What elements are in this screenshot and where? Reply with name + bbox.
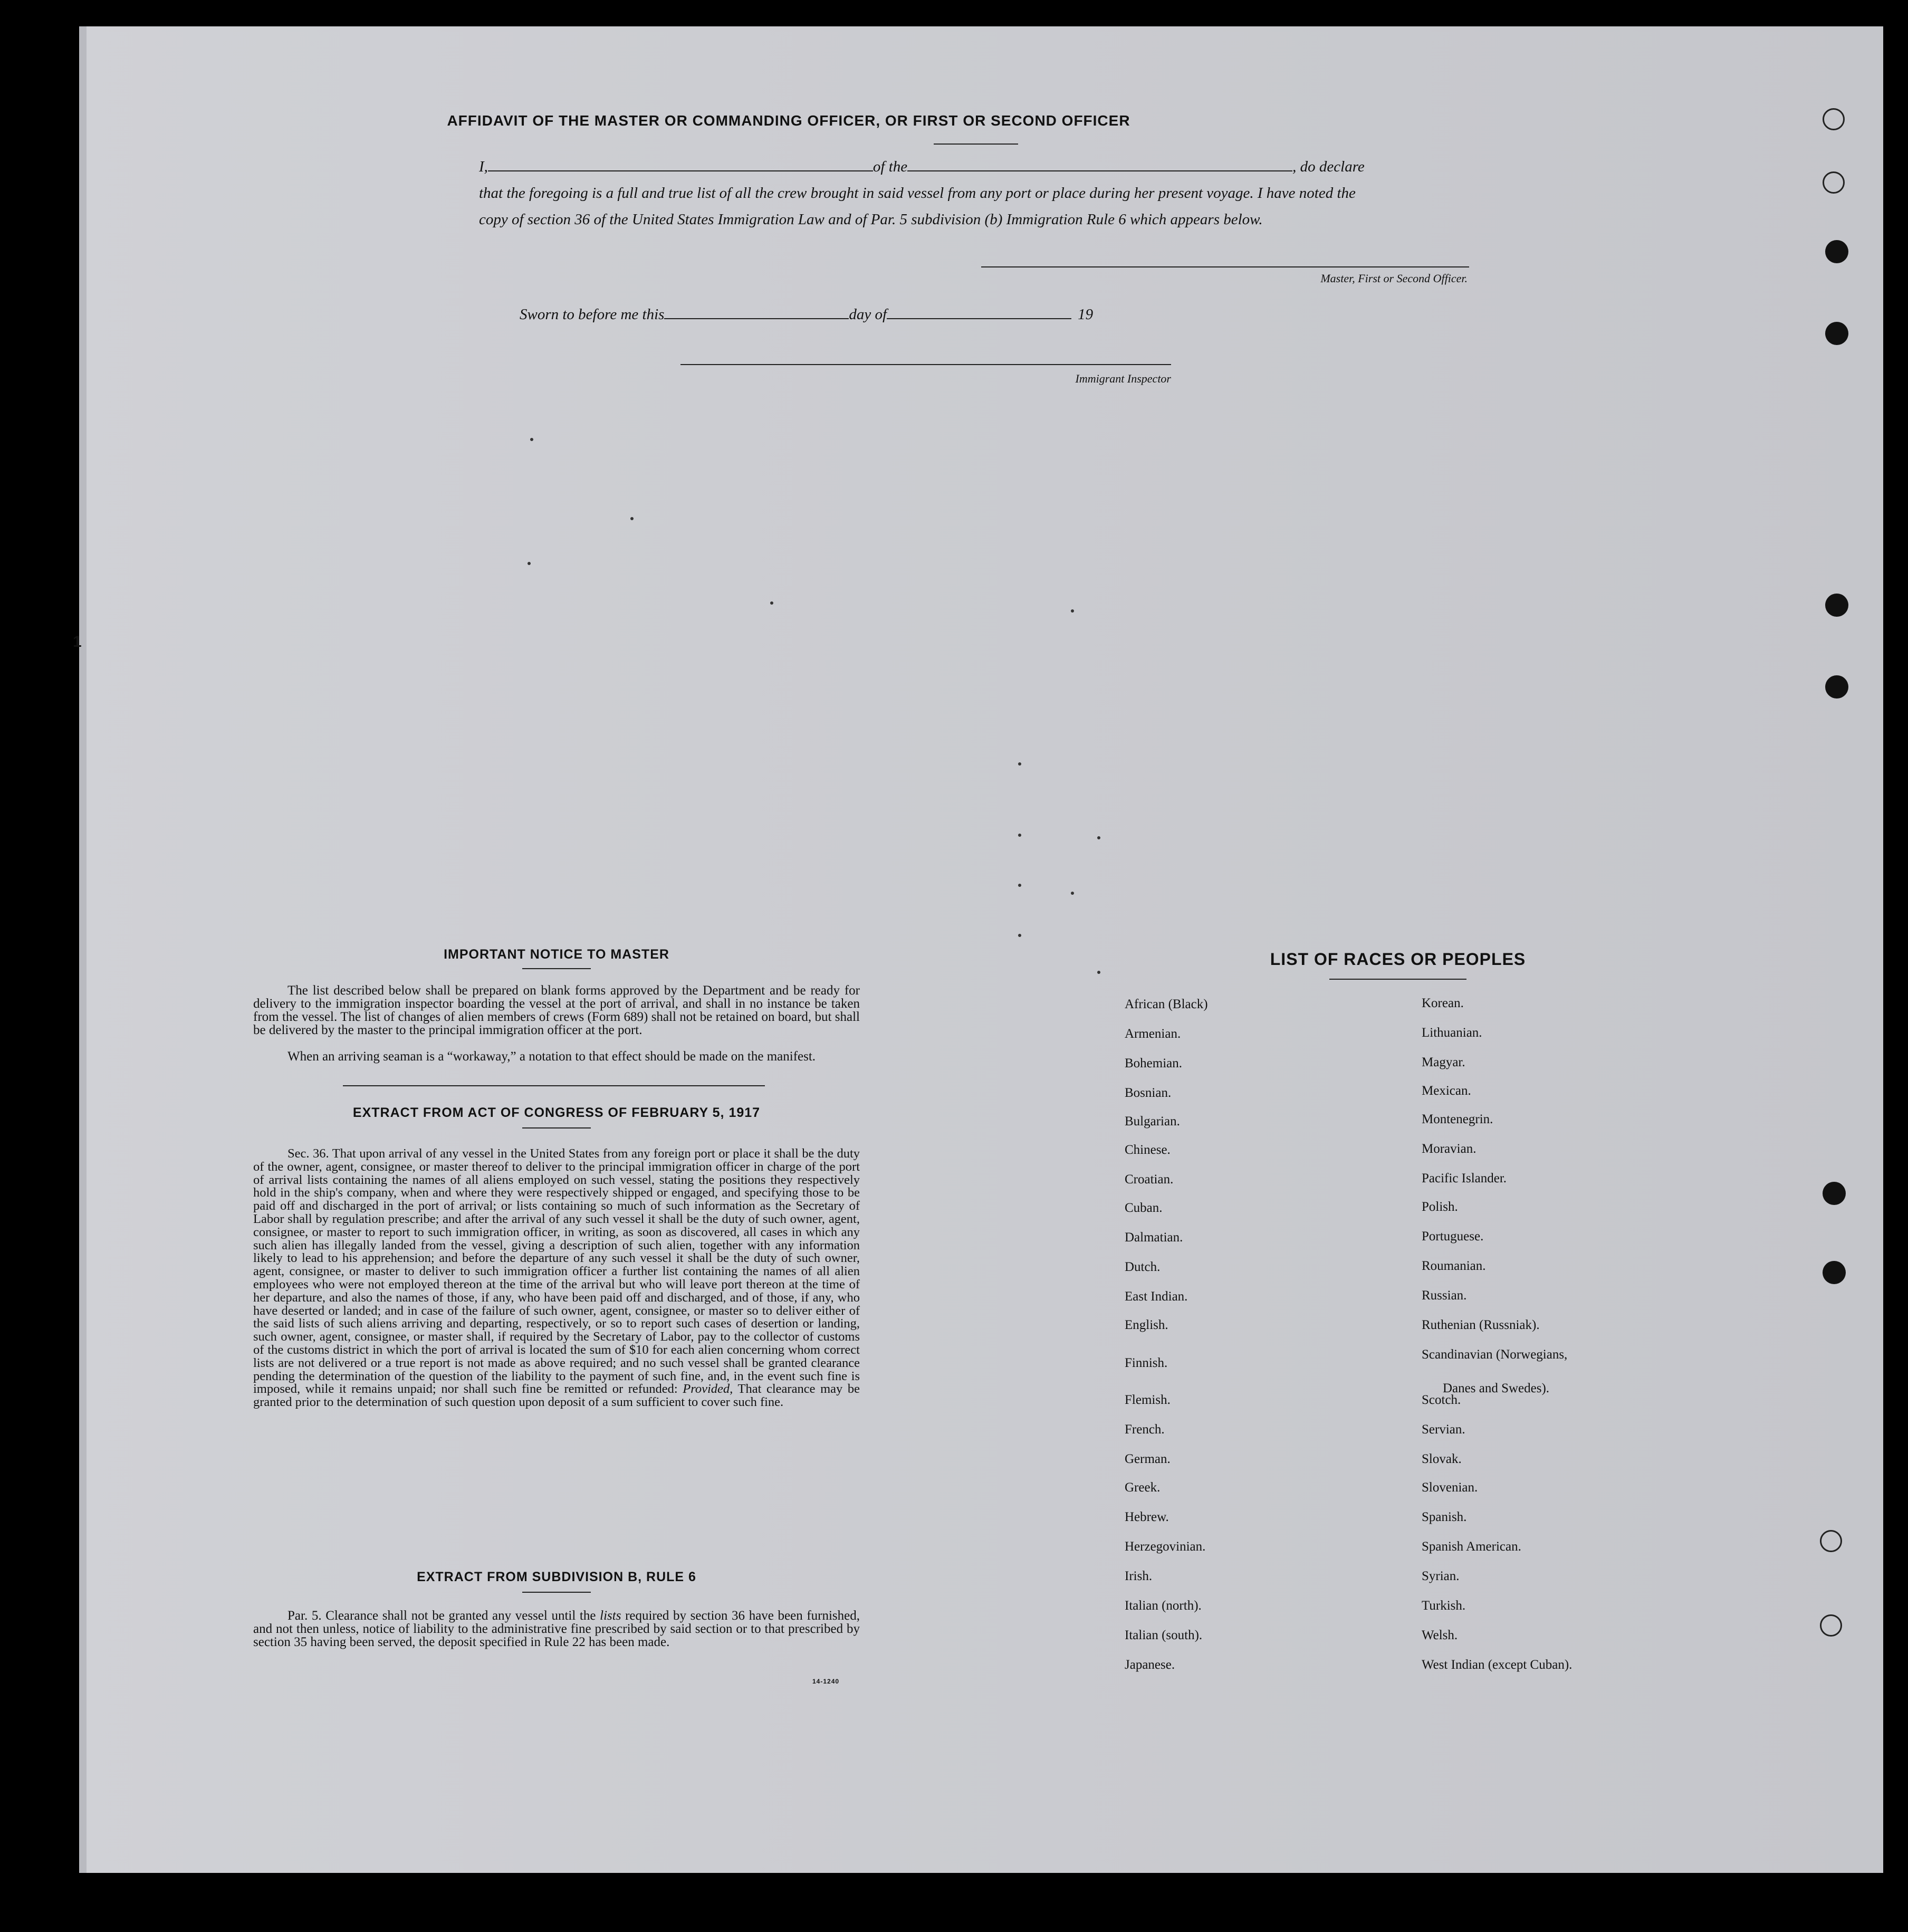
title-underline bbox=[934, 144, 1018, 145]
sworn-line bbox=[520, 306, 1093, 323]
section-body: That upon arrival of any vessel in the United States from any foreign port or place it shall be the duty of the owner, agent, consignee, or master thereof to deliver to the principal immigration officer in charge of the port of arrival lists containing the names of all aliens employed on such vessel, stating the positions they respectively hold in the ship's company, when and where they were respectively shipped or engaged, and specifying those to be paid off and discharged in the port of arrival; or lists containing so much of such information as the Secretary of Labor shall by regulation prescribe; and after the arrival of any such vessel it shall be the duty of such owner, agent, consignee, or master to report to such immigration officer, in writing, as soon as discovered, all cases in which any such alien has illegally landed from the vessel, giving a description of such alien, together with any information likely to lead to his apprehension; and before the departure of any such vessel it shall be the duty of such owner, agent, consignee, or master to deliver to such immigration officer a further list containing the names of all alien employees who were not employed thereon at the time of the arrival but who will leave port thereon at the time of her departure, and also the names of those, if any, who have been paid off and discharged, and of those, if any, who have deserted or landed; and in case of the failure of such owner, agent, consignee, or master so to deliver either of the said lists of such aliens arriving and departing, respectively, or so to report such cases of desertion or landing, such owner, agent, consignee, or master shall, if required by the Secretary of Labor, pay to the collector of customs of the customs district in which the port of arrival is located the sum of $10 for each alien concerning whom correct lists are not delivered or a true report is not made as above required; and no such vessel shall be granted clearance pending the determination of the question of the liability to the payment of such fine, and, in the event such fine is imposed, while it remains unpaid; nor shall such fine be remitted or refunded: bbox=[253, 1146, 860, 1397]
race-right-item: Scotch. bbox=[1422, 1393, 1461, 1407]
affidavit-line-3: copy of section 36 of the United States Immigration Law and of Par. 5 subdivision (b) Immigration Rule 6 which appears below. bbox=[479, 211, 1263, 228]
vessel-name-field[interactable] bbox=[907, 168, 1292, 171]
race-right-item: Portuguese. bbox=[1422, 1229, 1484, 1244]
inspector-signature-line[interactable] bbox=[680, 364, 1171, 365]
punch-hole-icon bbox=[1820, 1530, 1842, 1552]
race-right-item: Lithuanian. bbox=[1422, 1026, 1482, 1040]
race-right-item: Korean. bbox=[1422, 996, 1464, 1010]
race-right-item: Servian. bbox=[1422, 1422, 1465, 1437]
master-name-field[interactable] bbox=[488, 168, 873, 171]
race-left-item: Bosnian. bbox=[1125, 1086, 1172, 1100]
race-right-item: Polish. bbox=[1422, 1200, 1458, 1214]
race-left-item: Bulgarian. bbox=[1125, 1114, 1180, 1128]
race-left-item: Croatian. bbox=[1125, 1172, 1174, 1187]
provided-word: Provided, bbox=[683, 1382, 733, 1397]
race-right-item: Scandinavian (Norwegians, bbox=[1422, 1347, 1568, 1362]
race-right-item: West Indian (except Cuban). bbox=[1422, 1658, 1573, 1672]
punch-hole-icon bbox=[1825, 675, 1848, 699]
race-left-item: Irish. bbox=[1125, 1569, 1153, 1583]
declare-of-the: of the bbox=[872, 158, 908, 175]
race-left-item: Bohemian. bbox=[1125, 1056, 1183, 1070]
master-signature-line[interactable] bbox=[981, 266, 1469, 267]
race-left-item: German. bbox=[1125, 1452, 1171, 1466]
punch-hole-icon bbox=[1823, 108, 1845, 130]
race-left-item: Italian (south). bbox=[1125, 1628, 1203, 1642]
race-right-item: Russian. bbox=[1422, 1288, 1467, 1303]
race-left-item: English. bbox=[1125, 1318, 1168, 1332]
lists-word: lists bbox=[600, 1609, 621, 1623]
race-right-item: Turkish. bbox=[1422, 1599, 1466, 1613]
race-right-item: Ruthenian (Russniak). bbox=[1422, 1318, 1540, 1332]
race-right-item: Montenegrin. bbox=[1422, 1112, 1493, 1126]
declare-prefix: I, bbox=[479, 158, 488, 175]
section-divider bbox=[343, 1085, 765, 1086]
race-right-item: Magyar. bbox=[1422, 1055, 1465, 1069]
race-right-item: Pacific Islander. bbox=[1422, 1171, 1507, 1185]
rule-text-start: Par. 5. Clearance shall not be granted any vessel until the bbox=[287, 1609, 596, 1623]
race-right-item: Slovak. bbox=[1422, 1452, 1462, 1466]
races-title: LIST OF RACES OR PEOPLES bbox=[1270, 950, 1526, 969]
margin-mark: 1 bbox=[73, 633, 82, 651]
race-left-item: Armenian. bbox=[1125, 1027, 1181, 1041]
race-scandinavian-continued: Danes and Swedes). bbox=[1443, 1381, 1550, 1395]
punch-hole-icon bbox=[1825, 594, 1848, 617]
notice-paragraph-1: The list described below shall be prepared on blank forms approved by the Department and be ready for delivery to the immigration inspector boarding the vessel at the port of arrival, and shall in no instance be taken from the vessel. The list of changes of alien members of crews (Form 689) shall not be retained on board, but shall be delivered by the master to the principal immigration officer at the port. bbox=[253, 983, 860, 1037]
punch-hole-icon bbox=[1825, 240, 1848, 263]
notice-paragraph-2: When an arriving seaman is a “workaway,” a notation to that effect should be made on the manifest. bbox=[287, 1049, 816, 1064]
race-left-item: Herzegovinian. bbox=[1125, 1539, 1206, 1554]
race-left-item: Flemish. bbox=[1125, 1393, 1171, 1407]
sworn-day-field[interactable] bbox=[664, 316, 849, 319]
notice-title: IMPORTANT NOTICE TO MASTER bbox=[444, 947, 669, 962]
affidavit-title: AFFIDAVIT OF THE MASTER OR COMMANDING OFFICER, OR FIRST OR SECOND OFFICER bbox=[447, 112, 1130, 129]
race-left-item: Greek. bbox=[1125, 1480, 1161, 1495]
left-edge-strip bbox=[79, 26, 87, 1873]
punch-hole-icon bbox=[1823, 1261, 1846, 1284]
race-left-item: African (Black) bbox=[1125, 997, 1208, 1011]
affidavit-declare-line bbox=[479, 158, 1365, 176]
race-right-item: Roumanian. bbox=[1422, 1259, 1486, 1273]
race-right-item: Moravian. bbox=[1422, 1142, 1476, 1156]
master-signature-label: Master, First or Second Officer. bbox=[1320, 272, 1468, 285]
race-right-item: Spanish American. bbox=[1422, 1539, 1521, 1554]
declare-suffix: , do declare bbox=[1292, 158, 1365, 175]
race-right-item: Welsh. bbox=[1422, 1628, 1458, 1642]
race-right-item: Spanish. bbox=[1422, 1510, 1467, 1524]
section-label: Sec. 36. bbox=[287, 1146, 329, 1161]
punch-hole-icon bbox=[1820, 1614, 1842, 1637]
race-left-item: Finnish. bbox=[1125, 1356, 1168, 1370]
race-left-item: East Indian. bbox=[1125, 1289, 1188, 1304]
race-left-item: Italian (north). bbox=[1125, 1599, 1202, 1613]
race-left-item: Hebrew. bbox=[1125, 1510, 1169, 1524]
sworn-prefix: Sworn to before me this bbox=[520, 306, 665, 323]
race-left-item: Cuban. bbox=[1125, 1201, 1163, 1215]
race-left-item: Dalmatian. bbox=[1125, 1230, 1183, 1245]
race-left-item: Chinese. bbox=[1125, 1143, 1171, 1157]
affidavit-line-2: that the foregoing is a full and true list of all the crew brought in said vessel from any port or place during her present voyage. I have noted the bbox=[479, 185, 1356, 202]
race-right-item: Syrian. bbox=[1422, 1569, 1460, 1583]
rule-extract-title: EXTRACT FROM SUBDIVISION B, RULE 6 bbox=[417, 1570, 696, 1584]
race-left-item: Japanese. bbox=[1125, 1658, 1175, 1672]
race-right-item: Mexican. bbox=[1422, 1084, 1471, 1098]
act-extract-text bbox=[253, 1147, 860, 1409]
document-page bbox=[73, 26, 1883, 1873]
sworn-year: 19 bbox=[1078, 306, 1094, 323]
punch-hole-icon bbox=[1825, 322, 1848, 345]
rule-extract-text bbox=[253, 1609, 860, 1649]
race-right-item: Slovenian. bbox=[1422, 1480, 1478, 1495]
race-left-item: French. bbox=[1125, 1422, 1165, 1437]
sworn-month-field[interactable] bbox=[887, 316, 1071, 319]
punch-hole-icon bbox=[1823, 171, 1845, 194]
sworn-day-of: day of bbox=[849, 306, 887, 323]
punch-hole-icon bbox=[1823, 1182, 1846, 1205]
section-body-end: That clearance may be granted prior to the determination of such question upon deposit of a sum sufficient to cover such fine. bbox=[253, 1382, 860, 1410]
act-extract-title: EXTRACT FROM ACT OF CONGRESS OF FEBRUARY 5, 1917 bbox=[352, 1105, 761, 1120]
inspector-label: Immigrant Inspector bbox=[1075, 372, 1171, 385]
rule-text-end: required by section 36 have been furnished, and not then unless, notice of liability to the administrative fine prescribed by said section or to that prescribed by section 35 having been served, the deposit specified in Rule 22 has been made. bbox=[253, 1609, 860, 1649]
form-number: 14-1240 bbox=[812, 1678, 840, 1685]
race-left-item: Dutch. bbox=[1125, 1260, 1161, 1274]
